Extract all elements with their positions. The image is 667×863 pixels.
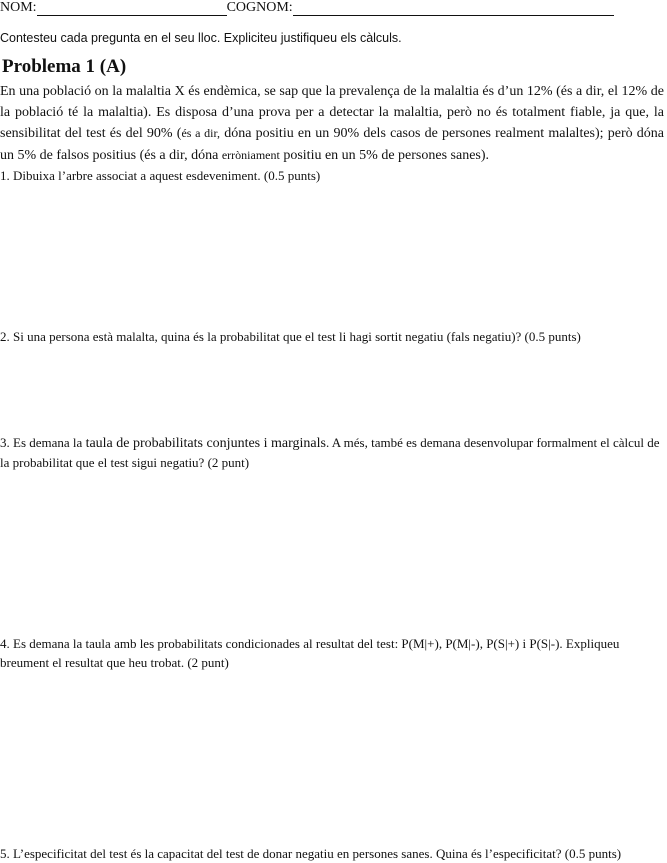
instructions: Contesteu cada pregunta en el seu lloc. Expliciteu justifiqueu els càlculs.	[0, 31, 402, 45]
problem-statement	[0, 82, 664, 166]
name-label: NOM:	[0, 0, 37, 15]
question-3	[0, 433, 664, 472]
intro-end: positiu en un 5% de persones sanes).	[279, 147, 490, 163]
question-2: 2. Si una persona està malalta, quina és la probabilitat que el test li hagi sortit negatiu (fals negatiu)? (0.5 punts)	[0, 329, 581, 344]
question-4: 4. Es demana la taula amb les probabilitats condicionades al resultat del test: P(M|+), P(M|-), P(S|+) i P(S|-). Expliqueu breument el resultat que heu trobat. (2 punt)	[0, 636, 620, 670]
intro-small-1: és a dir,	[181, 126, 220, 140]
intro-small-2: erròniament	[221, 147, 280, 162]
question-3-start: 3. Es demana la	[0, 435, 86, 450]
surname-field[interactable]	[293, 3, 614, 16]
question-1: 1. Dibuixa l’arbre associat a aquest esdeveniment. (0.5 punts)	[0, 168, 321, 183]
surname-label: COGNOM:	[226, 0, 293, 15]
student-info	[0, 0, 614, 16]
problem-title: Problema 1 (A)	[2, 56, 127, 77]
question-5: 5. L’especificitat del test és la capacitat del test de donar negatiu en persones sanes. Quina és l’especificitat? (0.5 punts)	[0, 846, 622, 861]
name-field[interactable]	[37, 3, 227, 16]
intro-main: En una població on la malaltia X és endèmica, se sap que la prevalença de la malaltia és d’un 12% (és a dir, el 12% de la població té la malaltia). Es disposa d’una prova per a detectar la malaltia, però no és totalment fiable, ja que, la sensibilitat del test és del 90% (	[0, 84, 664, 141]
question-3-end: . A més, també es demana desenvolupar formalment el càlcul de la probabilitat que el test sigui negatiu? (2 punt)	[0, 435, 660, 470]
question-3-emphasis: taula de probabilitats conjuntes i marginals	[85, 436, 326, 451]
intro-mid: dóna positiu en un 90% dels casos de persones realment malaltes); però dóna un 5% de falsos positius (és a dir, dóna	[0, 126, 665, 163]
